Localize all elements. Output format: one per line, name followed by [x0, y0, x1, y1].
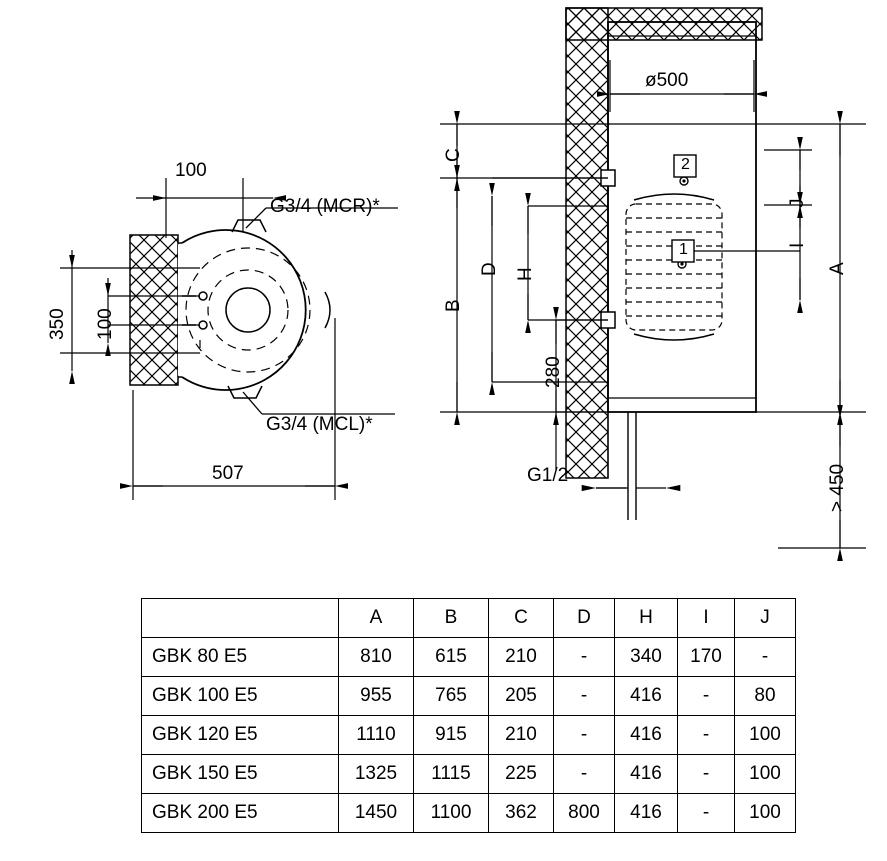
cell-i: -: [678, 716, 735, 755]
dim-A: [756, 124, 866, 412]
cell-b: 1115: [414, 755, 489, 794]
cell-h: 416: [615, 716, 678, 755]
right-view-wall: [566, 8, 608, 478]
label-dim-A: A: [827, 262, 848, 275]
table-header-a: A: [339, 599, 414, 638]
left-view-wall: [130, 235, 178, 385]
table-header-c: C: [489, 599, 554, 638]
cell-a: 1450: [339, 794, 414, 833]
table-row: [142, 716, 796, 755]
table-row: [142, 677, 796, 716]
spec-table: [141, 598, 796, 833]
label-dim-clearance: > 450: [827, 463, 848, 512]
cell-j: 100: [735, 755, 796, 794]
label-dim-B: B: [443, 299, 464, 312]
cell-model: GBK 150 E5: [142, 755, 339, 794]
cell-c: 210: [489, 638, 554, 677]
cell-h: 416: [615, 677, 678, 716]
cell-h: 416: [615, 794, 678, 833]
cell-c: 362: [489, 794, 554, 833]
label-dim-507: 507: [212, 463, 244, 484]
left-view-tank: [178, 220, 330, 398]
cell-i: -: [678, 794, 735, 833]
cell-d: -: [554, 716, 615, 755]
cell-a: 1325: [339, 755, 414, 794]
cell-model: GBK 120 E5: [142, 716, 339, 755]
cell-model: GBK 80 E5: [142, 638, 339, 677]
callout-2-label: 2: [681, 156, 690, 173]
table-row: [142, 755, 796, 794]
table-header-model: [142, 599, 339, 638]
cell-b: 915: [414, 716, 489, 755]
cell-b: 765: [414, 677, 489, 716]
cell-model: GBK 100 E5: [142, 677, 339, 716]
label-port-mcl: G3/4 (MCL)*: [266, 414, 373, 435]
cell-a: 1110: [339, 716, 414, 755]
label-dim-100-left: 100: [95, 308, 116, 340]
cell-c: 205: [489, 677, 554, 716]
cell-model: GBK 200 E5: [142, 794, 339, 833]
cell-j: 80: [735, 677, 796, 716]
cell-i: -: [678, 755, 735, 794]
table-row: [142, 794, 796, 833]
table-header-i: I: [678, 599, 735, 638]
label-dim-350: 350: [47, 308, 68, 340]
cell-b: 1100: [414, 794, 489, 833]
cell-b: 615: [414, 638, 489, 677]
dim-100-top: [136, 178, 273, 238]
cell-d: -: [554, 755, 615, 794]
table-header-row: [142, 599, 796, 638]
cell-c: 210: [489, 716, 554, 755]
label-dim-diameter: ø500: [645, 70, 689, 91]
table-header-j: J: [735, 599, 796, 638]
table-row: [142, 638, 796, 677]
cell-h: 340: [615, 638, 678, 677]
right-view-tank: [601, 22, 800, 520]
table-header-d: D: [554, 599, 615, 638]
label-dim-J: J: [787, 198, 808, 208]
callout-1-label: 1: [679, 241, 688, 258]
cell-d: -: [554, 638, 615, 677]
cell-c: 225: [489, 755, 554, 794]
table-header-h: H: [615, 599, 678, 638]
label-port-mcr: G3/4 (MCR)*: [270, 196, 380, 217]
label-dim-100-top: 100: [175, 160, 207, 181]
cell-j: 100: [735, 716, 796, 755]
dim-J: [764, 150, 812, 205]
cell-h: 416: [615, 755, 678, 794]
cell-i: -: [678, 677, 735, 716]
cell-d: 800: [554, 794, 615, 833]
cell-i: 170: [678, 638, 735, 677]
cell-j: -: [735, 638, 796, 677]
cell-a: 810: [339, 638, 414, 677]
label-dim-H: H: [515, 267, 536, 281]
label-dim-I: I: [787, 242, 808, 248]
label-dim-D: D: [479, 262, 500, 276]
table-header-b: B: [414, 599, 489, 638]
cell-a: 955: [339, 677, 414, 716]
label-dim-280: 280: [543, 356, 564, 388]
dim-I: [764, 205, 812, 300]
cell-d: -: [554, 677, 615, 716]
cell-j: 100: [735, 794, 796, 833]
label-port-g12: G1/2: [527, 465, 569, 486]
label-dim-C: C: [443, 148, 464, 162]
